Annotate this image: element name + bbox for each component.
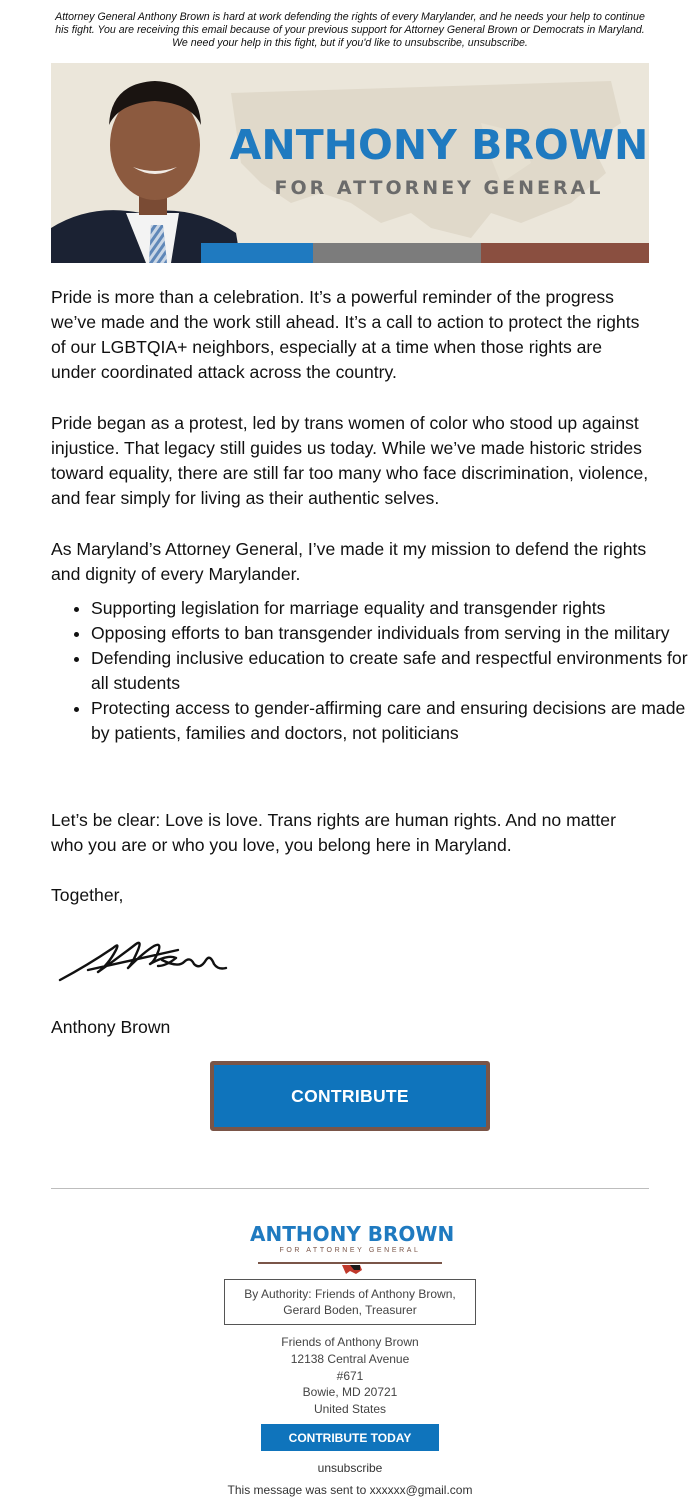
address-line: #671 xyxy=(336,1368,364,1383)
unsubscribe-link[interactable]: unsubscribe xyxy=(317,1461,383,1475)
address-line: 12138 Central Avenue xyxy=(290,1351,410,1366)
stripe-blue xyxy=(201,243,313,263)
stripe-brown xyxy=(481,243,649,263)
accomplishments-list xyxy=(51,596,691,746)
address-line: Bowie, MD 20721 xyxy=(302,1385,398,1400)
paragraph-2: Pride began as a protest, led by trans women of color who stood up against injustice. That legacy still guides us today. While we’ve made historic strides toward equality, there are still far too many who face discrimination, violence, and fear simply for living as their authentic selves. xyxy=(51,413,649,508)
hero-banner xyxy=(51,63,649,263)
hero-title: ANTHONY BROWN xyxy=(229,121,649,169)
maryland-flag-icon xyxy=(250,1258,450,1278)
address-line: United States xyxy=(313,1402,387,1417)
list-item: • Opposing efforts to ban transgender individuals from serving in the military xyxy=(91,621,691,646)
preheader-text: Attorney General Anthony Brown is hard at work defending the rights of every Marylander, and he needs your help to continue his fight. You are receiving this email because of your previous support for Attorney General Brown or Democrats in Maryland. We need your help in this fight, but if you'd like to unsubscribe, unsubscribe. xyxy=(55,11,645,49)
closing-text: Together, xyxy=(51,885,124,905)
authority-line: Gerard Boden, Treasurer xyxy=(283,1303,417,1317)
authority-line: By Authority: Friends of Anthony Brown, xyxy=(244,1287,456,1301)
list-item: • Supporting legislation for marriage equality and transgender rights xyxy=(91,596,691,621)
paid-for-disclaimer xyxy=(224,1279,476,1325)
handwritten-signature-icon xyxy=(58,930,238,990)
portrait-photo xyxy=(51,81,241,263)
paragraph-1: Pride is more than a celebration. It’s a powerful reminder of the progress we’ve made and the work still ahead. It’s a call to action to protect the rights of our LGBTQIA+ neighbors, especially at a time when those rights are under coordinated attack across the country. xyxy=(51,287,640,382)
list-item: • Protecting access to gender-affirming care and ensuring decisions are made by patients, families and doctors, not politicians xyxy=(91,696,691,746)
divider xyxy=(51,1188,649,1189)
list-item: • Defending inclusive education to create safe and respectful environments for all students xyxy=(91,646,691,696)
paragraph-4: Let’s be clear: Love is love. Trans rights are human rights. And no matter who you are or who you love, you belong here in Maryland. xyxy=(51,810,616,855)
mailing-address xyxy=(200,1334,500,1418)
recipient-notice: This message was sent to xxxxxx@gmail.com xyxy=(227,1483,473,1497)
contribute-today-button[interactable]: CONTRIBUTE TODAY xyxy=(261,1424,439,1451)
signer-name: Anthony Brown xyxy=(51,1017,171,1037)
footer-logo xyxy=(250,1222,455,1278)
hero-subtitle: FOR ATTORNEY GENERAL xyxy=(274,177,604,199)
contribute-button[interactable]: CONTRIBUTE xyxy=(210,1061,490,1131)
footer-logo-subtitle: FOR ATTORNEY GENERAL xyxy=(279,1247,421,1254)
paragraph-3: As Maryland’s Attorney General, I’ve made it my mission to defend the rights and dignity of every Marylander. xyxy=(51,539,647,584)
footer-logo-title: ANTHONY BROWN xyxy=(250,1222,455,1246)
address-line: Friends of Anthony Brown xyxy=(281,1335,419,1349)
stripe-gray xyxy=(313,243,481,263)
